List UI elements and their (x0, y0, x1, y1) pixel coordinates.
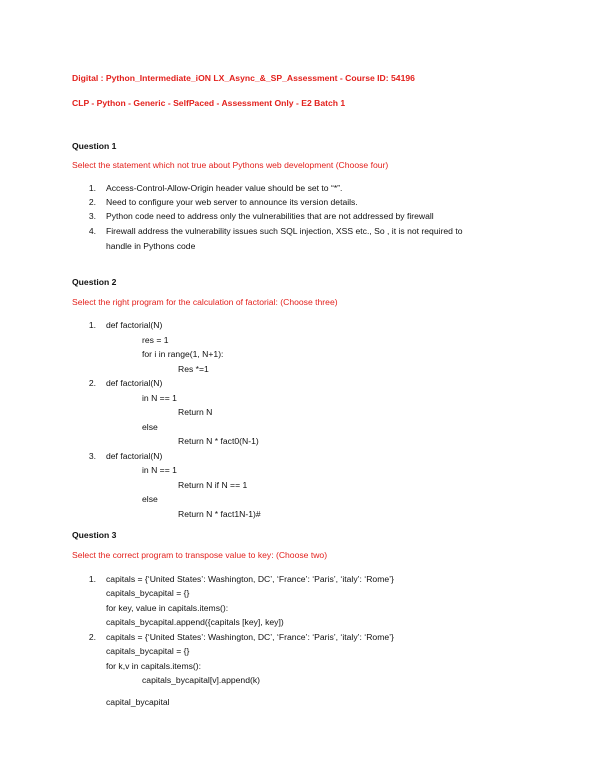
q1-option-1-number: 1. (88, 183, 96, 193)
q2-option-3-code-line: else (142, 494, 158, 504)
question-3-title: Question 3 (72, 530, 117, 540)
q3-option-1-code-line: capitals_bycapital = {} (106, 588, 190, 598)
q3-option-2-code-line: capitals_bycapital = {} (106, 646, 190, 656)
question-2-title: Question 2 (72, 277, 117, 287)
q1-option-4-number: 4. (88, 226, 96, 236)
q2-option-2-code-line: def factorial(N) (106, 378, 163, 388)
q2-option-1-code-line: for i in range(1, N+1): (142, 349, 224, 359)
course-title: Digital : Python_Intermediate_iON LX_Async_&_SP_Assessment - Course ID: 54196 (72, 73, 415, 83)
q3-option-1-number: 1. (88, 574, 96, 584)
q3-option-1-code-line: for key, value in capitals.items(): (106, 603, 229, 613)
q3-option-2-number: 2. (88, 632, 96, 642)
q2-option-3-code-line: in N == 1 (142, 465, 177, 475)
q2-option-2-number: 2. (88, 378, 96, 388)
q1-option-2-number: 2. (88, 197, 96, 207)
q2-option-1-number: 1. (88, 320, 96, 330)
question-1-title: Question 1 (72, 141, 117, 151)
question-2-prompt: Select the right program for the calculation of factorial: (Choose three) (72, 297, 338, 307)
q2-option-2-code-line: Return N (178, 407, 213, 417)
q2-option-2-code-line: Return N * fact0(N-1) (178, 436, 259, 446)
q1-option-4-continuation: handle in Pythons code (106, 241, 196, 251)
q1-option-3-text: Python code need to address only the vulnerabilities that are not addressed by firewall (106, 211, 434, 221)
q3-option-2-code-line: capitals = {‘United States’: Washington, DC’, ‘France’: ‘Paris’, ‘italy’: ‘Rome’} (106, 632, 394, 642)
q2-option-2-code-line: else (142, 422, 158, 432)
q3-trailing-code: capital_bycapital (106, 697, 170, 707)
q3-option-2-code-line: for k,v in capitals.items(): (106, 661, 202, 671)
q3-option-1-code-line: capitals = {‘United States’: Washington, DC’, ‘France’: ‘Paris’, ‘italy’: ‘Rome’} (106, 574, 394, 584)
q2-option-3-code-line: Return N if N == 1 (178, 480, 248, 490)
q2-option-2-code-line: in N == 1 (142, 393, 177, 403)
q3-option-2-code-line: capitals_bycapital[v].append(k) (142, 675, 260, 685)
question-1-prompt: Select the statement which not true about Pythons web development (Choose four) (72, 160, 389, 170)
q1-option-3-number: 3. (88, 211, 96, 221)
q2-option-3-code-line: def factorial(N) (106, 451, 163, 461)
q1-option-2-text: Need to configure your web server to announce its version details. (106, 197, 358, 207)
q2-option-1-code-line: def factorial(N) (106, 320, 163, 330)
q1-option-1-text: Access-Control-Allow-Origin header value should be set to “*”. (106, 183, 343, 193)
q3-option-1-code-line: capitals_bycapital.append({capitals [key], key]) (106, 617, 284, 627)
batch-title: CLP - Python - Generic - SelfPaced - Assessment Only - E2 Batch 1 (72, 98, 346, 108)
q2-option-3-number: 3. (88, 451, 96, 461)
q1-option-4-text: Firewall address the vulnerability issues such SQL injection, XSS etc., So , it is not required to (106, 226, 463, 236)
q2-option-1-code-line: res = 1 (142, 335, 169, 345)
q2-option-1-code-line: Res *=1 (178, 364, 209, 374)
question-3-prompt: Select the correct program to transpose value to key: (Choose two) (72, 550, 328, 560)
q2-option-3-code-line: Return N * fact1N-1)# (178, 509, 261, 519)
